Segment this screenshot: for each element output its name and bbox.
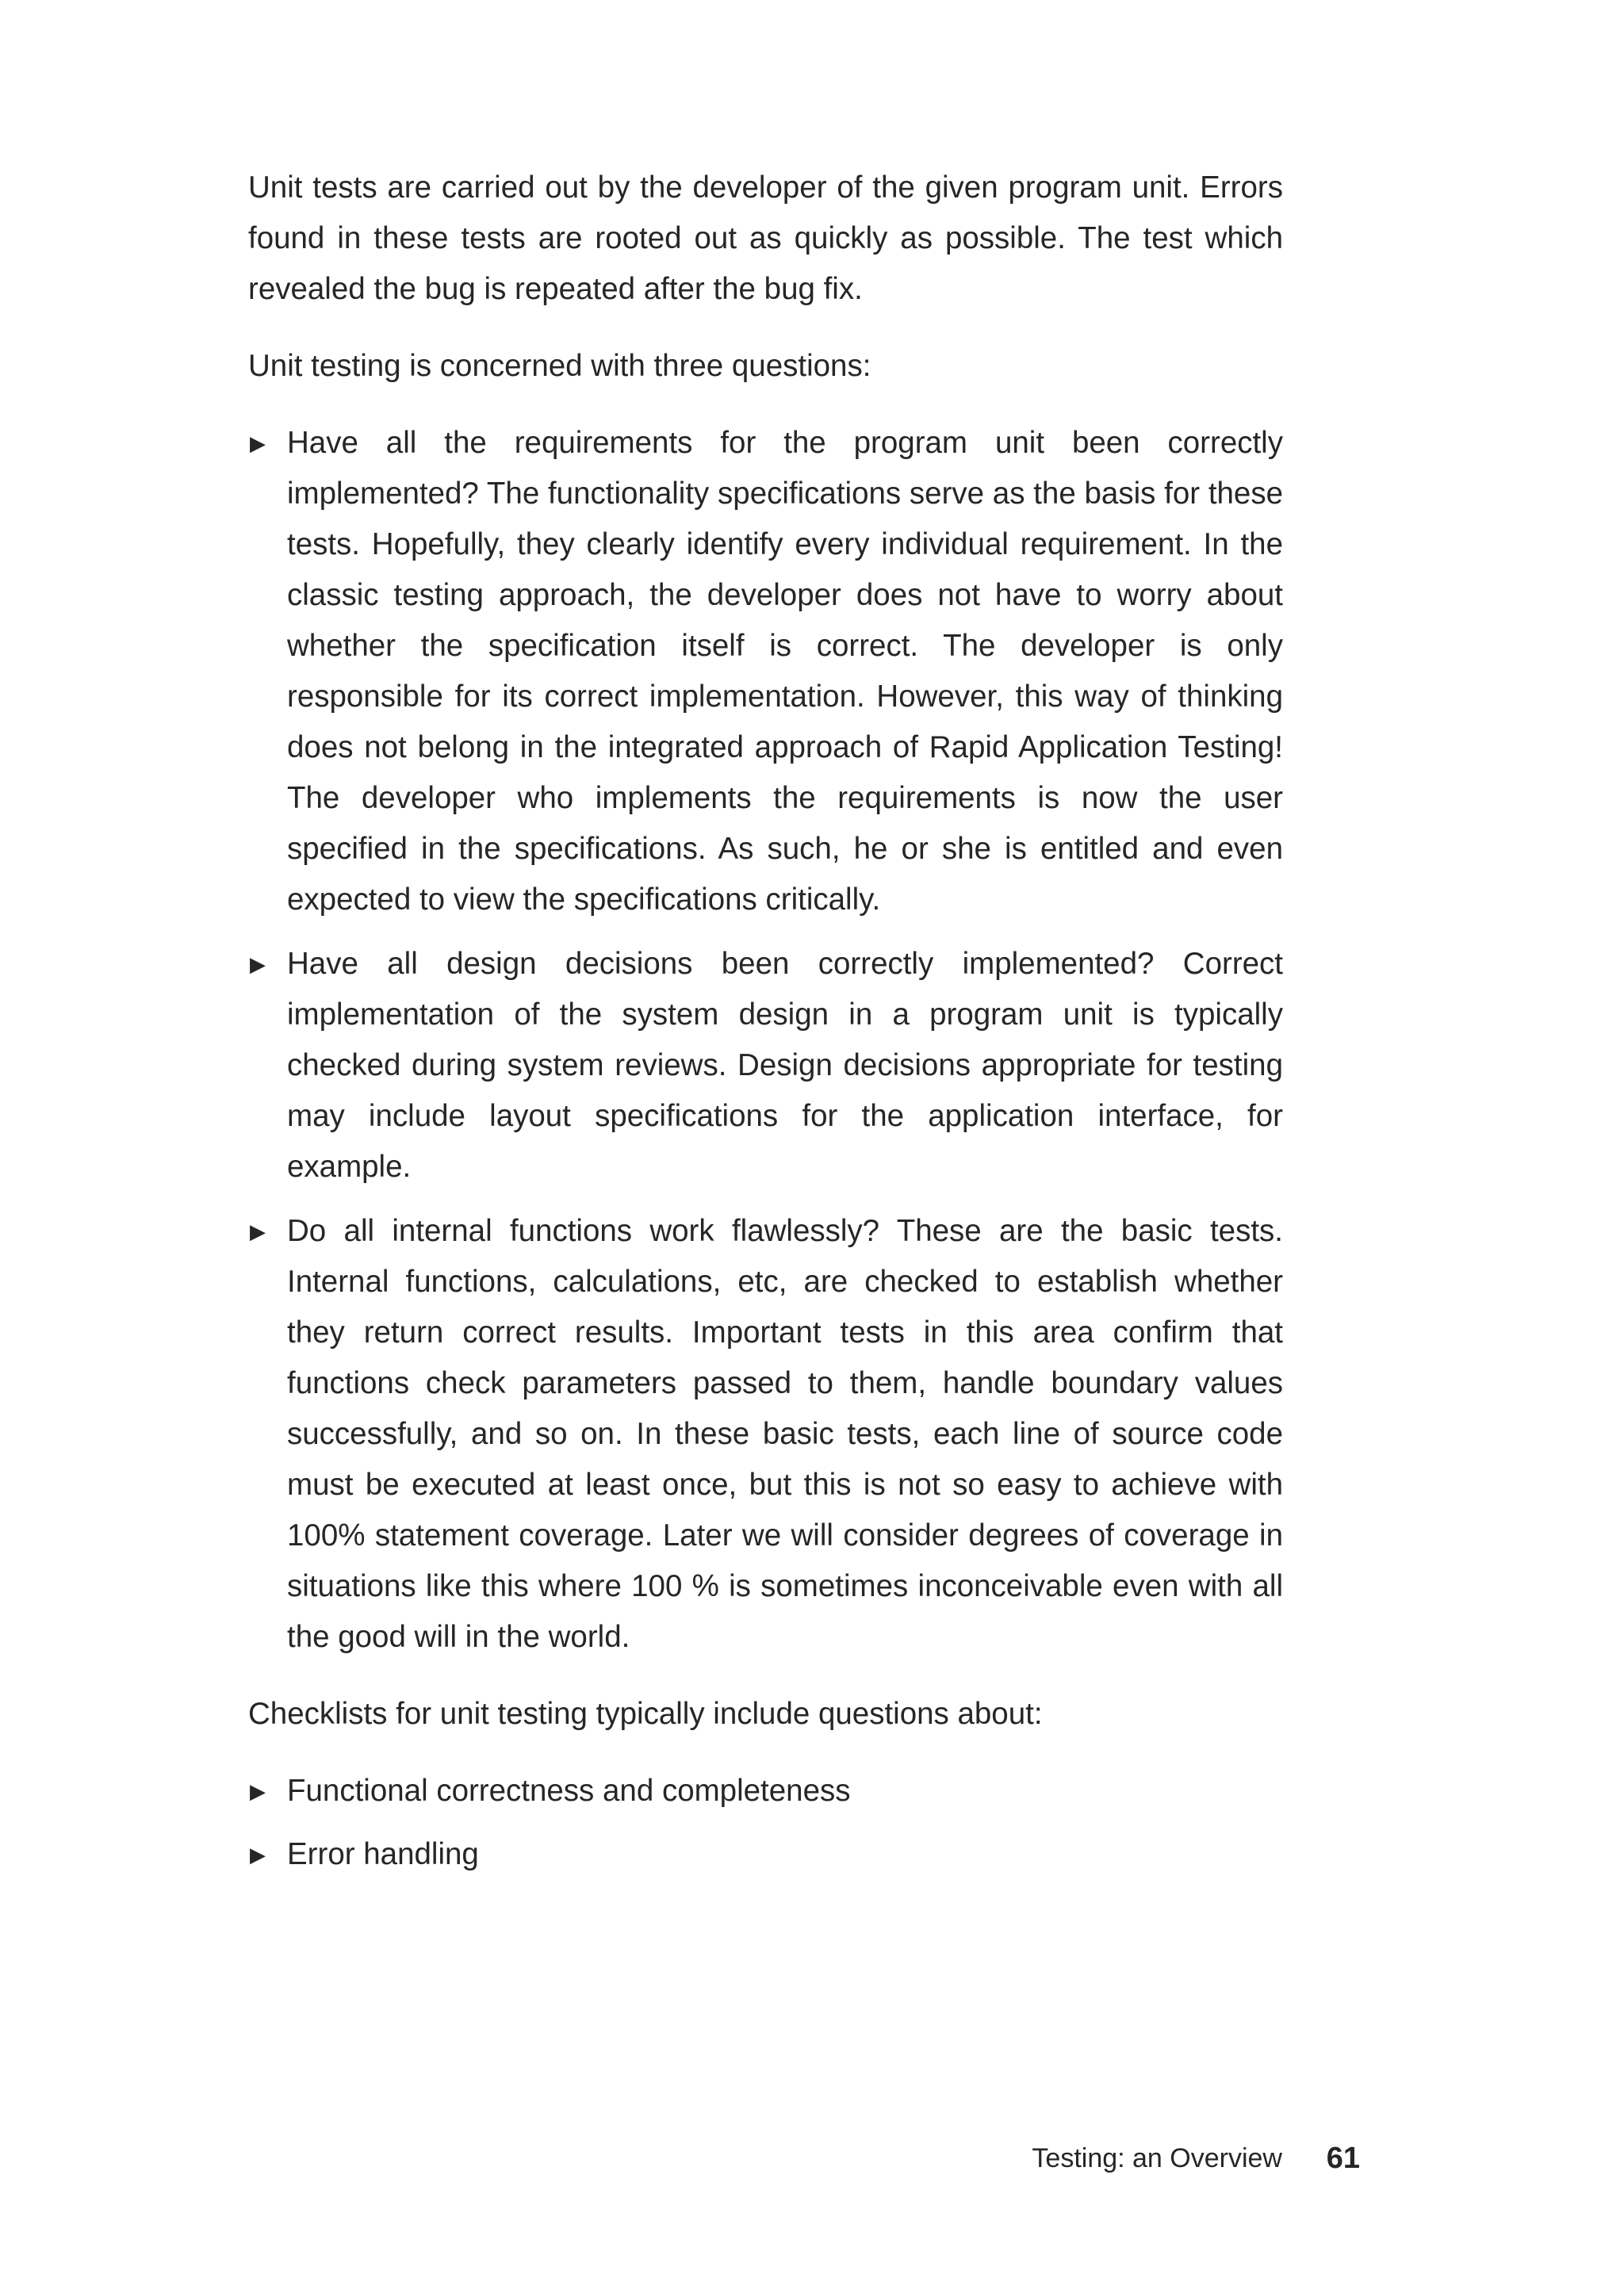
triangle-bullet-icon: ▶	[250, 431, 266, 455]
page-number: 61	[1326, 2142, 1360, 2175]
list-item-design-decisions	[248, 939, 1283, 1193]
triangle-bullet-icon: ▶	[250, 1219, 266, 1243]
page-footer	[952, 2135, 1360, 2182]
triangle-bullet-icon: ▶	[250, 952, 266, 976]
list-item-requirements	[248, 418, 1283, 925]
triangle-bullet-icon: ▶	[250, 1843, 266, 1867]
intro-paragraph: Unit tests are carried out by the developer of the given program unit. Errors found in these tests are rooted out as quickly as possible. The test which revealed the bug is repeated after the bug fix.	[248, 170, 1283, 306]
list-item-text: Do all internal functions work flawlessly? These are the basic tests. Internal functions, calculations, etc, are checked to establish whether they return correct results. Important tests in this area confirm that functions check parameters passed to them, handle boundary values successfully, and so on. In these basic tests, each line of source code must be executed at least once, but this is not so easy to achieve with 100% statement coverage. Later we will consider degrees of coverage in situations like this where 100 % is sometimes inconceivable even with all the good will in the world.	[287, 1214, 1283, 1654]
list-item-text: Error handling	[287, 1837, 479, 1871]
triangle-bullet-icon: ▶	[250, 1779, 266, 1803]
list-item-internal-functions	[248, 1206, 1283, 1663]
list-item-text: Have all the requirements for the program unit been correctly implemented? The functionality specifications serve as the basis for these tests. Hopefully, they clearly identify every individual requirement. In the classic testing approach, the developer does not have to worry about whether the specification itself is correct. The developer is only responsible for its correct implementation. However, this way of thinking does not belong in the integrated approach of Rapid Application Testing! The developer who implements the requirements is now the user specified in the specifications. As such, he or she is entitled and even expected to view the specifications critically.	[287, 426, 1283, 917]
running-head: Testing: an Overview	[1032, 2143, 1282, 2173]
checklist-lead-paragraph: Checklists for unit testing typically include questions about:	[248, 1697, 1043, 1731]
list-item-functional-correctness	[248, 1766, 1283, 1817]
unit-testing-questions-list	[248, 418, 1283, 1663]
questions-lead-paragraph: Unit testing is concerned with three questions:	[248, 349, 871, 383]
checklist-topics-list	[248, 1766, 1283, 1880]
list-item-text: Functional correctness and completeness	[287, 1774, 851, 1808]
list-item-error-handling	[248, 1829, 1283, 1880]
list-item-text: Have all design decisions been correctly implemented? Correct implementation of the system design in a program unit is typically checked during system reviews. Design decisions appropriate for testing may include layout specifications for the application interface, for example.	[287, 947, 1283, 1184]
page-body	[248, 163, 1283, 1906]
